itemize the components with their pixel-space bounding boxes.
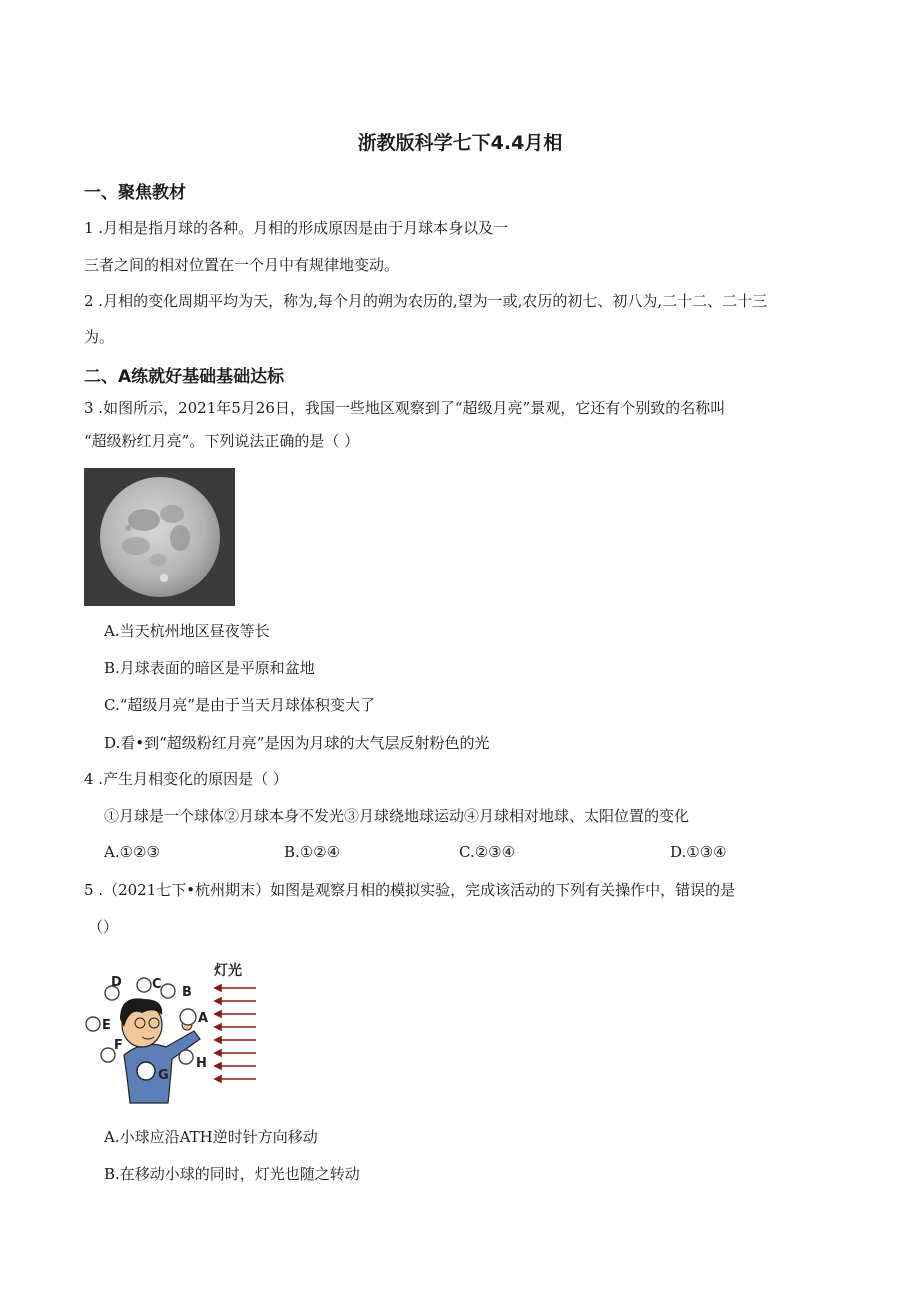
label-e: E <box>102 1018 111 1033</box>
ball-g <box>137 1062 155 1080</box>
question-5-line-2: （） <box>88 918 119 936</box>
question-2-line-2: 为。 <box>84 328 115 346</box>
question-3-option-c[interactable]: C.“超级月亮”是由于当天月球体积变大了 <box>104 696 376 714</box>
label-d: D <box>111 975 122 990</box>
question-1-line-2: 三者之间的相对位置在一个月中有规律地变动。 <box>84 256 400 274</box>
question-5-option-b[interactable]: B.在移动小球的同时，灯光也随之转动 <box>104 1165 360 1183</box>
question-4-option-c[interactable]: C.②③④ <box>459 843 516 861</box>
question-3-line-2: “超级粉红月亮”。下列说法正确的是（ ） <box>84 432 360 450</box>
label-b: B <box>182 985 192 1000</box>
question-5-option-a[interactable]: A.小球应沿ATH逆时针方向移动 <box>104 1128 318 1146</box>
label-h: H <box>196 1056 207 1071</box>
question-4-option-b[interactable]: B.①②④ <box>284 843 341 861</box>
page-title: 浙教版科学七下4.4月相 <box>357 132 563 154</box>
question-3-line-1: 3 .如图所示，2021年5月26日，我国一些地区观察到了“超级月亮”景观，它还有个别致的名称叫 <box>84 399 726 417</box>
question-3-option-a[interactable]: A.当天杭州地区昼夜等长 <box>104 622 270 640</box>
question-4-option-a[interactable]: A.①②③ <box>104 843 160 861</box>
section-heading-2: 二、A练就好基础基础达标 <box>84 367 285 387</box>
full-moon-image <box>84 468 235 606</box>
light-label: 灯光 <box>214 963 242 979</box>
label-a: A <box>198 1011 209 1026</box>
question-1-line-1: 1 .月相是指月球的各种。月相的形成原因是由于月球本身以及一 <box>84 219 509 237</box>
label-f: F <box>114 1038 123 1053</box>
question-3-option-b[interactable]: B.月球表面的暗区是平原和盆地 <box>104 659 315 677</box>
question-3-option-d[interactable]: D.看•到“超级粉红月亮”是因为月球的大气层反射粉色的光 <box>104 734 490 752</box>
question-2-line-1: 2 .月相的变化周期平均为天，称为,每个月的朔为农历的,望为一或,农历的初七、初八为,二十二、二十三 <box>84 292 768 310</box>
moon-photo <box>84 468 235 606</box>
question-4-line-1: 4 .产生月相变化的原因是（ ） <box>84 770 288 788</box>
question-5-line-1: 5 .（2021七下•杭州期末）如图是观察月相的模拟实验，完成该活动的下列有关操作中，错误的是 <box>84 881 736 899</box>
label-c: C <box>152 977 162 992</box>
section-heading-1: 一、聚焦教材 <box>84 183 186 203</box>
moon-phase-experiment-figure <box>84 955 259 1110</box>
light-arrows <box>215 985 256 1082</box>
label-g: G <box>158 1068 169 1083</box>
question-4-line-2: ①月球是一个球体②月球本身不发光③月球绕地球运动④月球相对地球、太阳位置的变化 <box>104 807 690 825</box>
question-4-option-d[interactable]: D.①③④ <box>670 843 727 861</box>
